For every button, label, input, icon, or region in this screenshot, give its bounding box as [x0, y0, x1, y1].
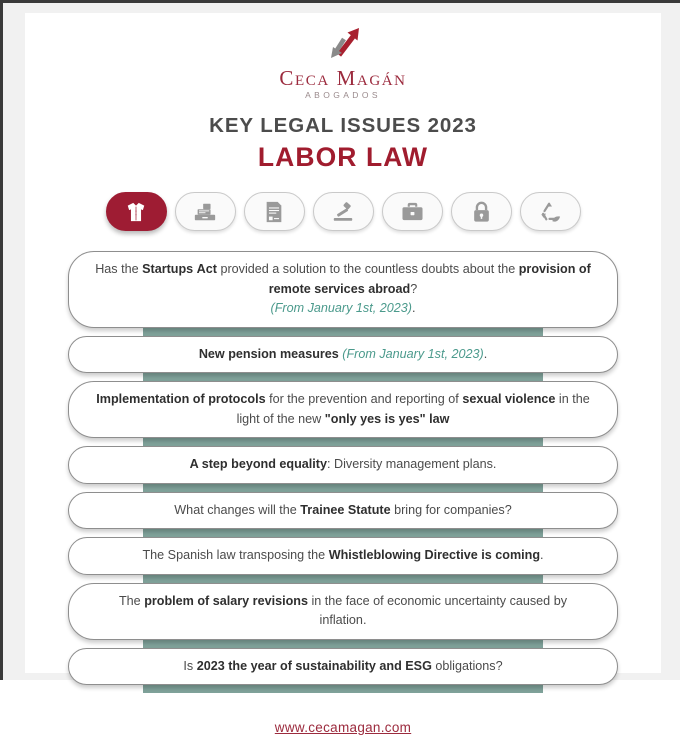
recycling-leaf-icon	[538, 201, 562, 223]
gavel-icon	[331, 201, 355, 223]
page-subtitle: LABOR LAW	[257, 142, 429, 173]
brand-name: Ceca Magán	[279, 66, 407, 90]
infographic-page	[25, 13, 661, 736]
logo-block	[25, 13, 661, 100]
issue-card-whistleblowing-directive[interactable]	[68, 537, 618, 575]
title-block	[25, 114, 661, 173]
issue-card-text: New pension measures (From January 1st, 2023).	[198, 346, 488, 361]
briefcase-icon	[401, 201, 424, 222]
issue-card-text: What changes will the Trainee Statute bring for companies?	[174, 502, 512, 517]
issue-card-text: Implementation of protocols for the prevention and reporting of sexual violence in the light of the new "only yes is yes" law	[96, 392, 590, 426]
website-link[interactable]: www.cecamagan.com	[274, 720, 412, 736]
issue-card-sustainability-esg[interactable]	[68, 648, 618, 686]
logo-arrows-icon	[320, 25, 366, 65]
issue-card-text: Is 2023 the year of sustainability and ESG obligations?	[183, 658, 503, 673]
issue-card-startups-act[interactable]	[68, 251, 618, 328]
category-tab-shirt[interactable]	[106, 192, 167, 231]
category-tab-gavel[interactable]	[313, 192, 374, 231]
issue-card-text: The Spanish law transposing the Whistleblowing Directive is coming.	[142, 548, 544, 563]
issue-card-trainee-statute[interactable]	[68, 492, 618, 530]
category-tab-row	[25, 192, 661, 231]
document-icon	[264, 201, 284, 223]
brand-tagline: ABOGADOS	[305, 90, 381, 101]
issue-card-protocols-sexual-violence[interactable]	[68, 381, 618, 438]
category-tab-recycling-leaf[interactable]	[520, 192, 581, 231]
issue-card-pension-measures[interactable]	[68, 336, 618, 374]
cards-area	[25, 251, 661, 697]
issue-card-text: The problem of salary revisions in the face of economic uncertainty caused by inflation.	[118, 593, 567, 628]
padlock-icon	[472, 201, 491, 223]
issue-card-text: Has the Startups Act provided a solution to the countless doubts about the provision of remote services abroad? (From January 1st, 2023).	[95, 262, 591, 316]
category-tab-cash-register[interactable]	[175, 192, 236, 231]
cash-register-icon	[193, 201, 217, 223]
category-tab-document[interactable]	[244, 192, 305, 231]
category-tab-briefcase[interactable]	[382, 192, 443, 231]
page-title: KEY LEGAL ISSUES 2023	[209, 114, 477, 138]
cards-list	[25, 251, 661, 685]
issue-card-equality-diversity[interactable]	[68, 446, 618, 484]
footer	[25, 719, 661, 737]
issue-card-text: A step beyond equality: Diversity management plans.	[189, 457, 497, 472]
issue-card-salary-revisions[interactable]	[68, 583, 618, 640]
shirt-icon	[125, 201, 147, 223]
category-tab-padlock[interactable]	[451, 192, 512, 231]
